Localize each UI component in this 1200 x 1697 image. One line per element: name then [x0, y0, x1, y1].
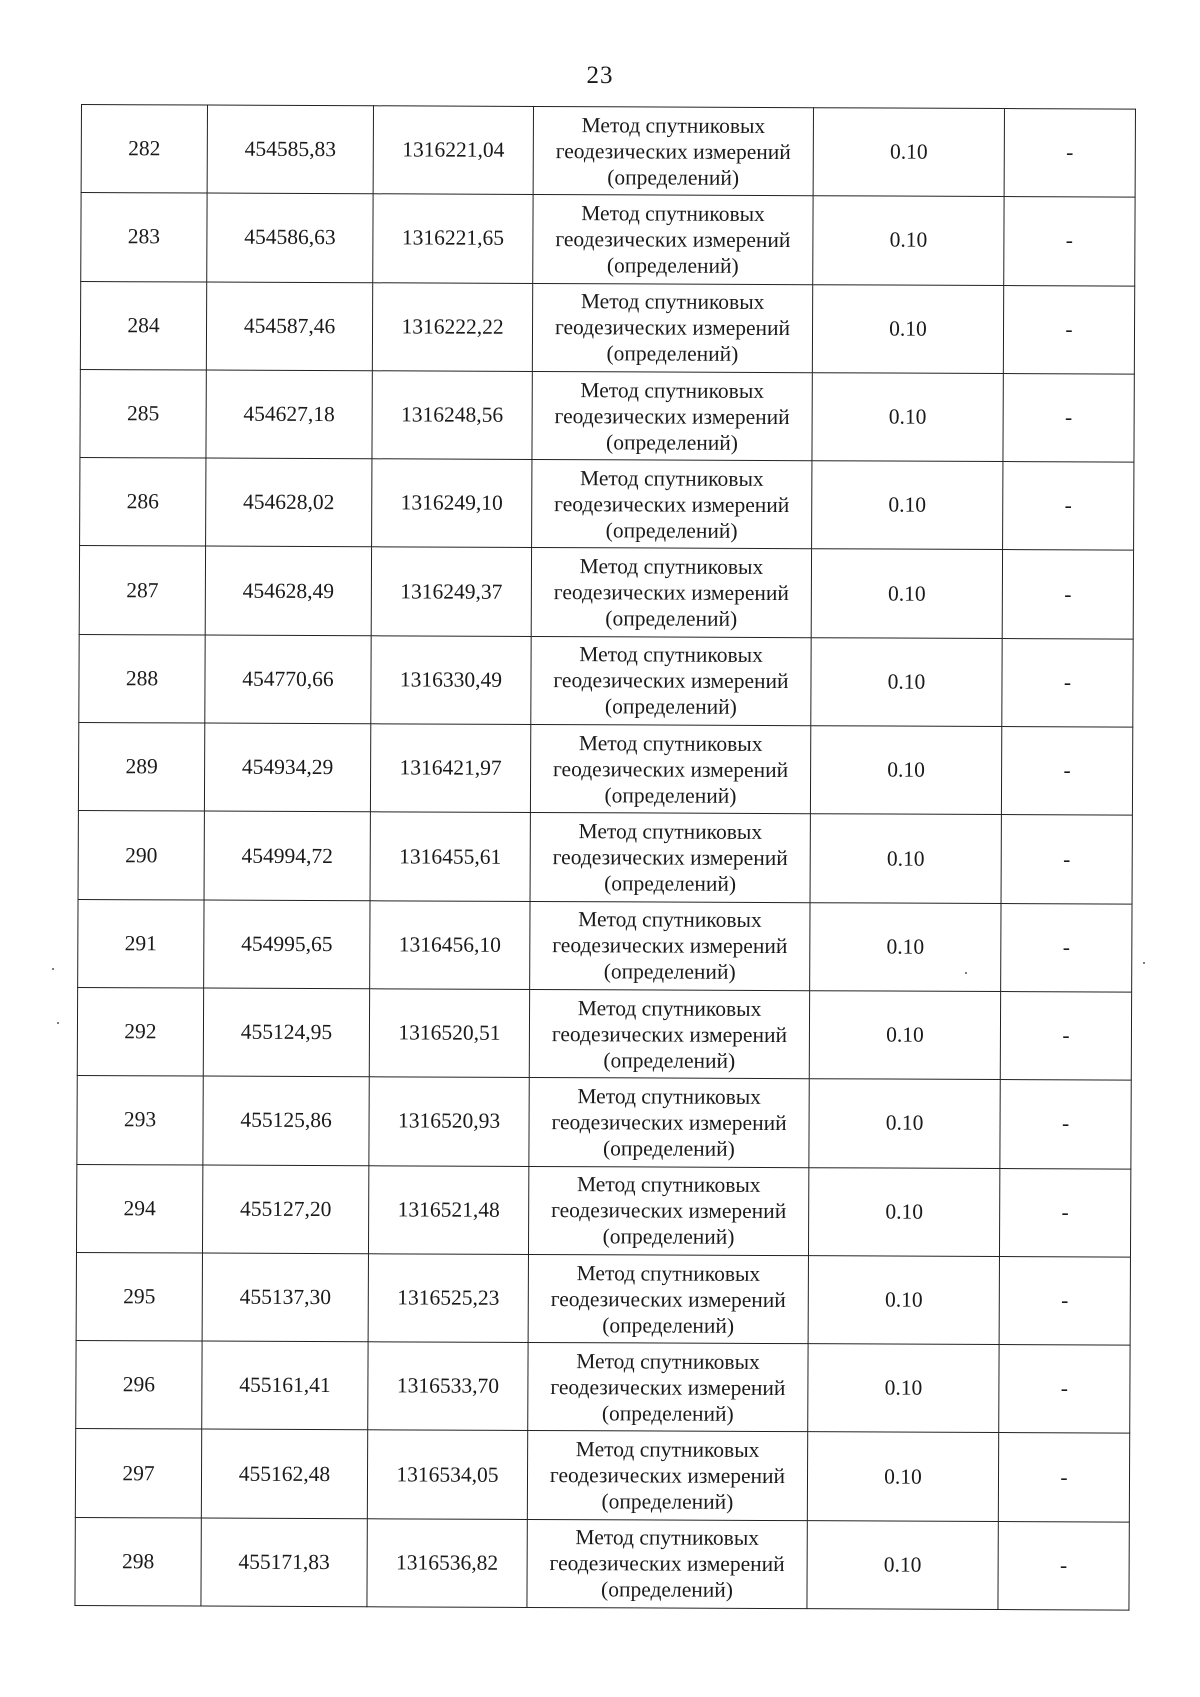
- method-line: Метод спутниковых: [576, 1348, 760, 1374]
- method-cell: [528, 1254, 808, 1344]
- y-coordinate-cell: 1316421,97: [370, 724, 530, 813]
- method-cell: [527, 1519, 807, 1609]
- x-coordinate-cell: 455124,95: [203, 988, 369, 1077]
- scan-speck: [1143, 962, 1145, 964]
- y-coordinate-cell: 1316249,10: [372, 459, 532, 548]
- table-row: [79, 546, 1133, 639]
- method-line: геодезических измерений: [554, 315, 791, 341]
- scan-speck: [57, 1022, 59, 1024]
- method-cell: [532, 283, 812, 373]
- point-number-cell: 286: [80, 458, 206, 547]
- point-number-cell: 285: [80, 369, 206, 458]
- point-number-cell: 291: [78, 899, 204, 988]
- method-line: Метод спутниковых: [575, 1437, 760, 1463]
- note-cell: -: [998, 1521, 1129, 1610]
- accuracy-cell: 0.10: [810, 814, 1001, 903]
- method-line: (определений): [601, 1577, 733, 1603]
- method-line: (определений): [602, 1312, 735, 1338]
- note-cell: -: [1003, 462, 1134, 551]
- y-coordinate-cell: 1316221,04: [373, 106, 533, 195]
- method-line: геодезических измерений: [555, 227, 791, 253]
- y-coordinate-cell: 1316525,23: [368, 1254, 528, 1343]
- table-row: [81, 193, 1135, 286]
- x-coordinate-cell: 455137,30: [202, 1253, 368, 1342]
- y-coordinate-cell: 1316221,65: [373, 194, 533, 283]
- method-line: геодезических измерений: [549, 1551, 785, 1577]
- scan-speck: [965, 972, 967, 974]
- y-coordinate-cell: 1316536,82: [367, 1519, 527, 1608]
- method-line: (определений): [602, 1224, 735, 1250]
- method-cell: [529, 989, 809, 1079]
- method-line: (определений): [604, 871, 737, 896]
- method-cell: [531, 548, 811, 638]
- x-coordinate-cell: 454585,83: [207, 105, 373, 194]
- table-row: [79, 634, 1133, 727]
- x-coordinate-cell: 455161,41: [202, 1341, 368, 1430]
- accuracy-cell: 0.10: [807, 1520, 998, 1609]
- table-row: [80, 369, 1134, 462]
- method-line: (определений): [606, 429, 739, 455]
- method-line: Метод спутниковых: [581, 112, 766, 138]
- method-line: Метод спутниковых: [581, 201, 765, 226]
- table-row: [77, 987, 1131, 1080]
- accuracy-cell: 0.10: [809, 1079, 1000, 1168]
- method-line: геодезических измерений: [551, 1021, 788, 1047]
- x-coordinate-cell: 455125,86: [203, 1076, 369, 1165]
- y-coordinate-cell: 1316520,93: [369, 1077, 529, 1166]
- accuracy-cell: 0.10: [812, 461, 1003, 550]
- table-row: [75, 1429, 1129, 1522]
- method-line: геодезических измерений: [550, 1374, 786, 1400]
- table-row: [76, 1252, 1130, 1345]
- method-line: (определений): [603, 959, 736, 985]
- method-line: Метод спутниковых: [578, 819, 763, 844]
- method-line: (определений): [605, 606, 738, 631]
- accuracy-cell: 0.10: [808, 1344, 999, 1433]
- accuracy-cell: 0.10: [811, 549, 1002, 638]
- method-cell: [533, 195, 813, 285]
- accuracy-cell: 0.10: [810, 902, 1001, 991]
- point-number-cell: 290: [78, 811, 204, 900]
- accuracy-cell: 0.10: [813, 108, 1004, 197]
- method-line: (определений): [601, 1401, 734, 1426]
- point-number-cell: 296: [76, 1341, 202, 1430]
- x-coordinate-cell: 455162,48: [201, 1429, 367, 1518]
- y-coordinate-cell: 1316520,51: [369, 989, 529, 1078]
- method-line: геодезических измерений: [551, 1198, 787, 1224]
- method-line: (определений): [603, 1047, 736, 1073]
- point-number-cell: 287: [79, 546, 205, 635]
- method-line: Метод спутниковых: [578, 730, 763, 756]
- y-coordinate-cell: 1316330,49: [371, 636, 531, 725]
- method-line: (определений): [601, 1489, 734, 1514]
- method-line: (определений): [607, 164, 740, 190]
- method-line: (определений): [602, 1136, 735, 1161]
- y-coordinate-cell: 1316455,61: [370, 812, 530, 901]
- method-cell: [527, 1431, 807, 1521]
- page-number: 23: [586, 62, 614, 89]
- method-line: геодезических измерений: [550, 1286, 786, 1312]
- accuracy-cell: 0.10: [812, 284, 1003, 373]
- method-line: (определений): [605, 518, 738, 543]
- y-coordinate-cell: 1316248,56: [372, 371, 532, 460]
- table-row: [77, 1076, 1131, 1169]
- point-number-cell: 294: [76, 1164, 202, 1253]
- point-number-cell: 297: [75, 1429, 201, 1518]
- accuracy-cell: 0.10: [812, 373, 1003, 462]
- accuracy-cell: 0.10: [807, 1432, 998, 1521]
- method-line: (определений): [606, 341, 739, 367]
- method-line: Метод спутниковых: [579, 554, 764, 580]
- note-cell: -: [1004, 109, 1135, 198]
- x-coordinate-cell: 455127,20: [202, 1165, 368, 1254]
- method-cell: [532, 460, 812, 550]
- x-coordinate-cell: 455171,83: [201, 1518, 367, 1607]
- note-cell: -: [1000, 991, 1131, 1080]
- note-cell: -: [1001, 727, 1132, 816]
- y-coordinate-cell: 1316222,22: [372, 282, 532, 371]
- table-row: [81, 105, 1135, 198]
- point-number-cell: 288: [79, 634, 205, 723]
- coordinates-table: [74, 104, 1136, 1611]
- method-cell: [530, 813, 810, 903]
- table-row: [80, 281, 1134, 374]
- method-cell: [528, 1343, 808, 1433]
- point-number-cell: 298: [75, 1517, 201, 1606]
- y-coordinate-cell: 1316534,05: [367, 1430, 527, 1519]
- method-line: Метод спутниковых: [576, 1172, 761, 1198]
- point-number-cell: 283: [81, 193, 207, 282]
- method-line: (определений): [604, 694, 737, 720]
- method-cell: [533, 106, 813, 196]
- point-number-cell: 284: [80, 281, 206, 370]
- scan-speck: [52, 968, 54, 970]
- note-cell: -: [1001, 815, 1132, 904]
- method-line: Метод спутниковых: [577, 995, 762, 1021]
- accuracy-cell: 0.10: [810, 726, 1001, 815]
- x-coordinate-cell: 454628,02: [206, 458, 372, 547]
- accuracy-cell: 0.10: [811, 637, 1002, 726]
- accuracy-cell: 0.10: [809, 991, 1000, 1080]
- table-row: [76, 1164, 1130, 1257]
- method-cell: [528, 1166, 808, 1256]
- accuracy-cell: 0.10: [808, 1256, 999, 1345]
- method-line: геодезических измерений: [552, 756, 789, 782]
- method-line: геодезических измерений: [551, 1109, 787, 1135]
- note-cell: -: [1001, 903, 1132, 992]
- x-coordinate-cell: 454994,72: [204, 811, 370, 900]
- method-line: Метод спутниковых: [580, 466, 764, 491]
- note-cell: -: [1004, 197, 1135, 286]
- x-coordinate-cell: 454934,29: [204, 723, 370, 812]
- table-row: [80, 458, 1134, 551]
- method-line: Метод спутниковых: [579, 642, 763, 668]
- point-number-cell: 292: [77, 987, 203, 1076]
- table-row: [75, 1517, 1129, 1610]
- method-line: геодезических измерений: [552, 845, 788, 871]
- method-line: Метод спутниковых: [576, 1260, 761, 1286]
- method-line: геодезических измерений: [555, 138, 791, 164]
- x-coordinate-cell: 454995,65: [204, 900, 370, 989]
- method-cell: [529, 1078, 809, 1168]
- table-row: [78, 811, 1132, 904]
- x-coordinate-cell: 454586,63: [207, 193, 373, 282]
- method-cell: [530, 725, 810, 815]
- table-row: [78, 899, 1132, 992]
- method-line: геодезических измерений: [552, 933, 788, 959]
- note-cell: -: [999, 1345, 1130, 1434]
- coordinates-table-body: [75, 105, 1136, 1611]
- point-number-cell: 282: [81, 105, 207, 194]
- x-coordinate-cell: 454587,46: [206, 282, 372, 371]
- y-coordinate-cell: 1316521,48: [368, 1165, 528, 1254]
- method-line: геодезических измерений: [554, 403, 790, 429]
- y-coordinate-cell: 1316533,70: [368, 1342, 528, 1431]
- point-number-cell: 295: [76, 1252, 202, 1341]
- method-line: Метод спутниковых: [577, 1084, 762, 1109]
- x-coordinate-cell: 454628,49: [205, 547, 371, 636]
- method-line: геодезических измерений: [554, 491, 790, 517]
- table-row: [78, 723, 1132, 816]
- point-number-cell: 289: [78, 723, 204, 812]
- y-coordinate-cell: 1316249,37: [371, 547, 531, 636]
- method-line: (определений): [606, 253, 739, 278]
- y-coordinate-cell: 1316456,10: [370, 900, 530, 989]
- method-line: Метод спутниковых: [578, 907, 762, 933]
- method-line: Метод спутниковых: [580, 289, 765, 315]
- method-cell: [532, 371, 812, 461]
- accuracy-cell: 0.10: [813, 196, 1004, 285]
- method-line: Метод спутниковых: [580, 377, 765, 403]
- note-cell: -: [1003, 285, 1134, 374]
- point-number-cell: 293: [77, 1076, 203, 1165]
- note-cell: -: [1003, 373, 1134, 462]
- note-cell: -: [1002, 638, 1133, 727]
- note-cell: -: [1000, 1080, 1131, 1169]
- method-line: Метод спутниковых: [575, 1525, 760, 1551]
- method-line: геодезических измерений: [549, 1463, 786, 1489]
- method-cell: [531, 636, 811, 726]
- method-line: геодезических измерений: [553, 580, 789, 606]
- note-cell: -: [999, 1256, 1130, 1345]
- method-cell: [530, 901, 810, 991]
- method-line: (определений): [604, 783, 737, 808]
- table-row: [76, 1341, 1130, 1434]
- note-cell: -: [999, 1168, 1130, 1257]
- accuracy-cell: 0.10: [808, 1167, 999, 1256]
- x-coordinate-cell: 454770,66: [205, 635, 371, 724]
- method-line: геодезических измерений: [553, 668, 789, 694]
- note-cell: -: [998, 1433, 1129, 1522]
- x-coordinate-cell: 454627,18: [206, 370, 372, 459]
- note-cell: -: [1002, 550, 1133, 639]
